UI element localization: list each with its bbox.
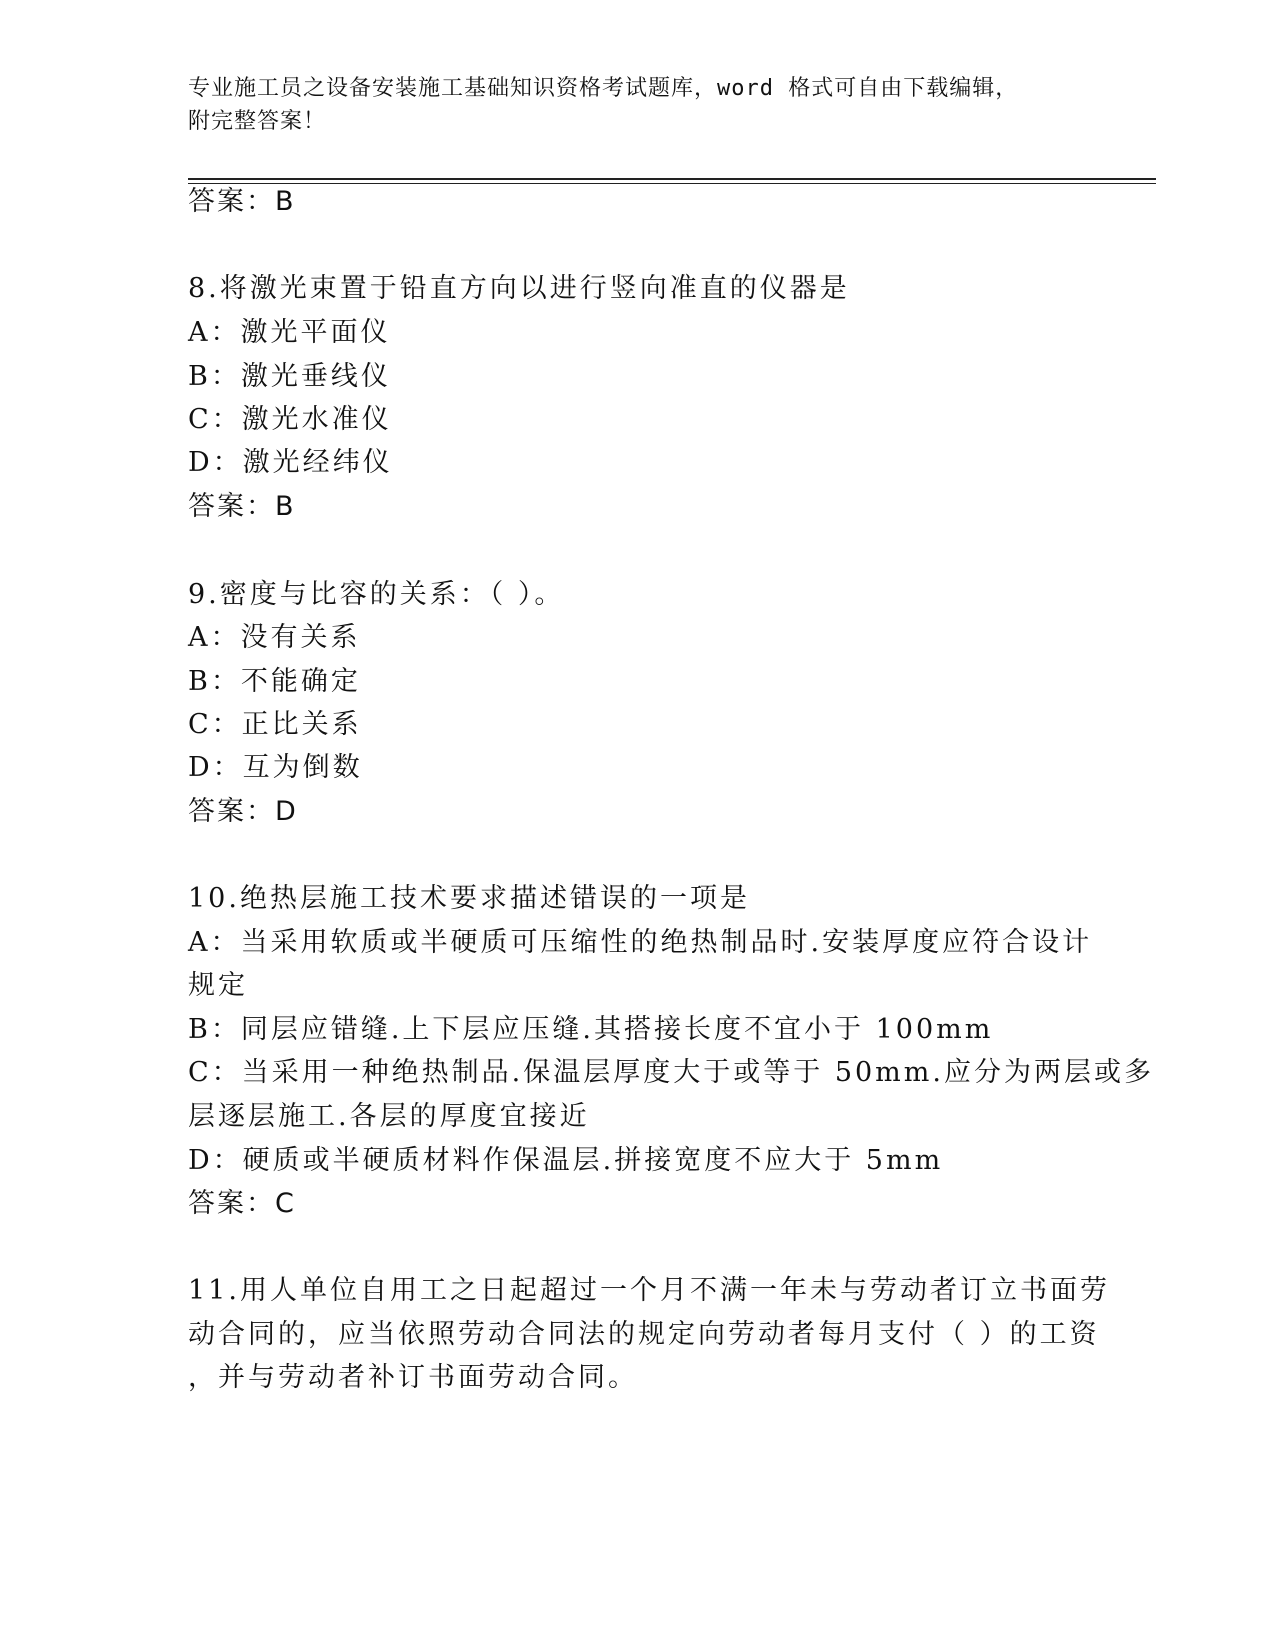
q8-stem: 8.将激光束置于铅直方向以进行竖向准直的仪器是: [188, 273, 850, 304]
q11-stem-line-2: 动合同的，应当依照劳动合同法的规定向劳动者每月支付（ ）的工资: [188, 1319, 1100, 1350]
q10-option-b: B：同层应错缝.上下层应压缝.其搭接长度不宜小于 100mm: [188, 1014, 994, 1045]
answer-q9: 答案：D: [188, 796, 298, 827]
q10-option-a: A：当采用软质或半硬质可压缩性的绝热制品时.安装厚度应符合设计: [188, 927, 1093, 958]
q8-option-a: A：激光平面仪: [188, 317, 391, 348]
answer-q7: 答案：B: [188, 186, 296, 217]
header-rule-thin: [188, 183, 1156, 184]
q11-stem-line-3: ，并与劳动者补订书面劳动合同。: [188, 1362, 638, 1393]
q8-option-d: D：激光经纬仪: [188, 447, 393, 478]
q9-stem: 9.密度与比容的关系：（ ）。: [188, 579, 565, 610]
answer-q10: 答案：C: [188, 1188, 296, 1219]
q9-option-a: A：没有关系: [188, 622, 361, 653]
q10-option-c-continued: 层逐层施工.各层的厚度宜接近: [188, 1101, 590, 1132]
q9-option-d: D：互为倒数: [188, 752, 363, 783]
header-line-2: 附完整答案！: [188, 109, 327, 134]
document-header: [188, 72, 1088, 138]
q10-option-a-continued: 规定: [188, 970, 248, 1001]
q11-stem-line-1: 11.用人单位自用工之日起超过一个月不满一年未与劳动者订立书面劳: [188, 1275, 1110, 1306]
q10-option-c: C：当采用一种绝热制品.保温层厚度大于或等于 50mm.应分为两层或多: [188, 1057, 1154, 1088]
q9-option-b: B：不能确定: [188, 666, 361, 697]
q9-option-c: C：正比关系: [188, 709, 362, 740]
answer-q8: 答案：B: [188, 491, 296, 522]
q8-option-c: C：激光水准仪: [188, 404, 392, 435]
header-rule-thick: [188, 178, 1156, 180]
header-line-1: 专业施工员之设备安装施工基础知识资格考试题库，word 格式可自由下载编辑，: [188, 76, 1019, 101]
q10-option-d: D：硬质或半硬质材料作保温层.拼接宽度不应大于 5mm: [188, 1145, 944, 1176]
q8-option-b: B：激光垂线仪: [188, 361, 391, 392]
q10-stem: 10.绝热层施工技术要求描述错误的一项是: [188, 883, 750, 914]
